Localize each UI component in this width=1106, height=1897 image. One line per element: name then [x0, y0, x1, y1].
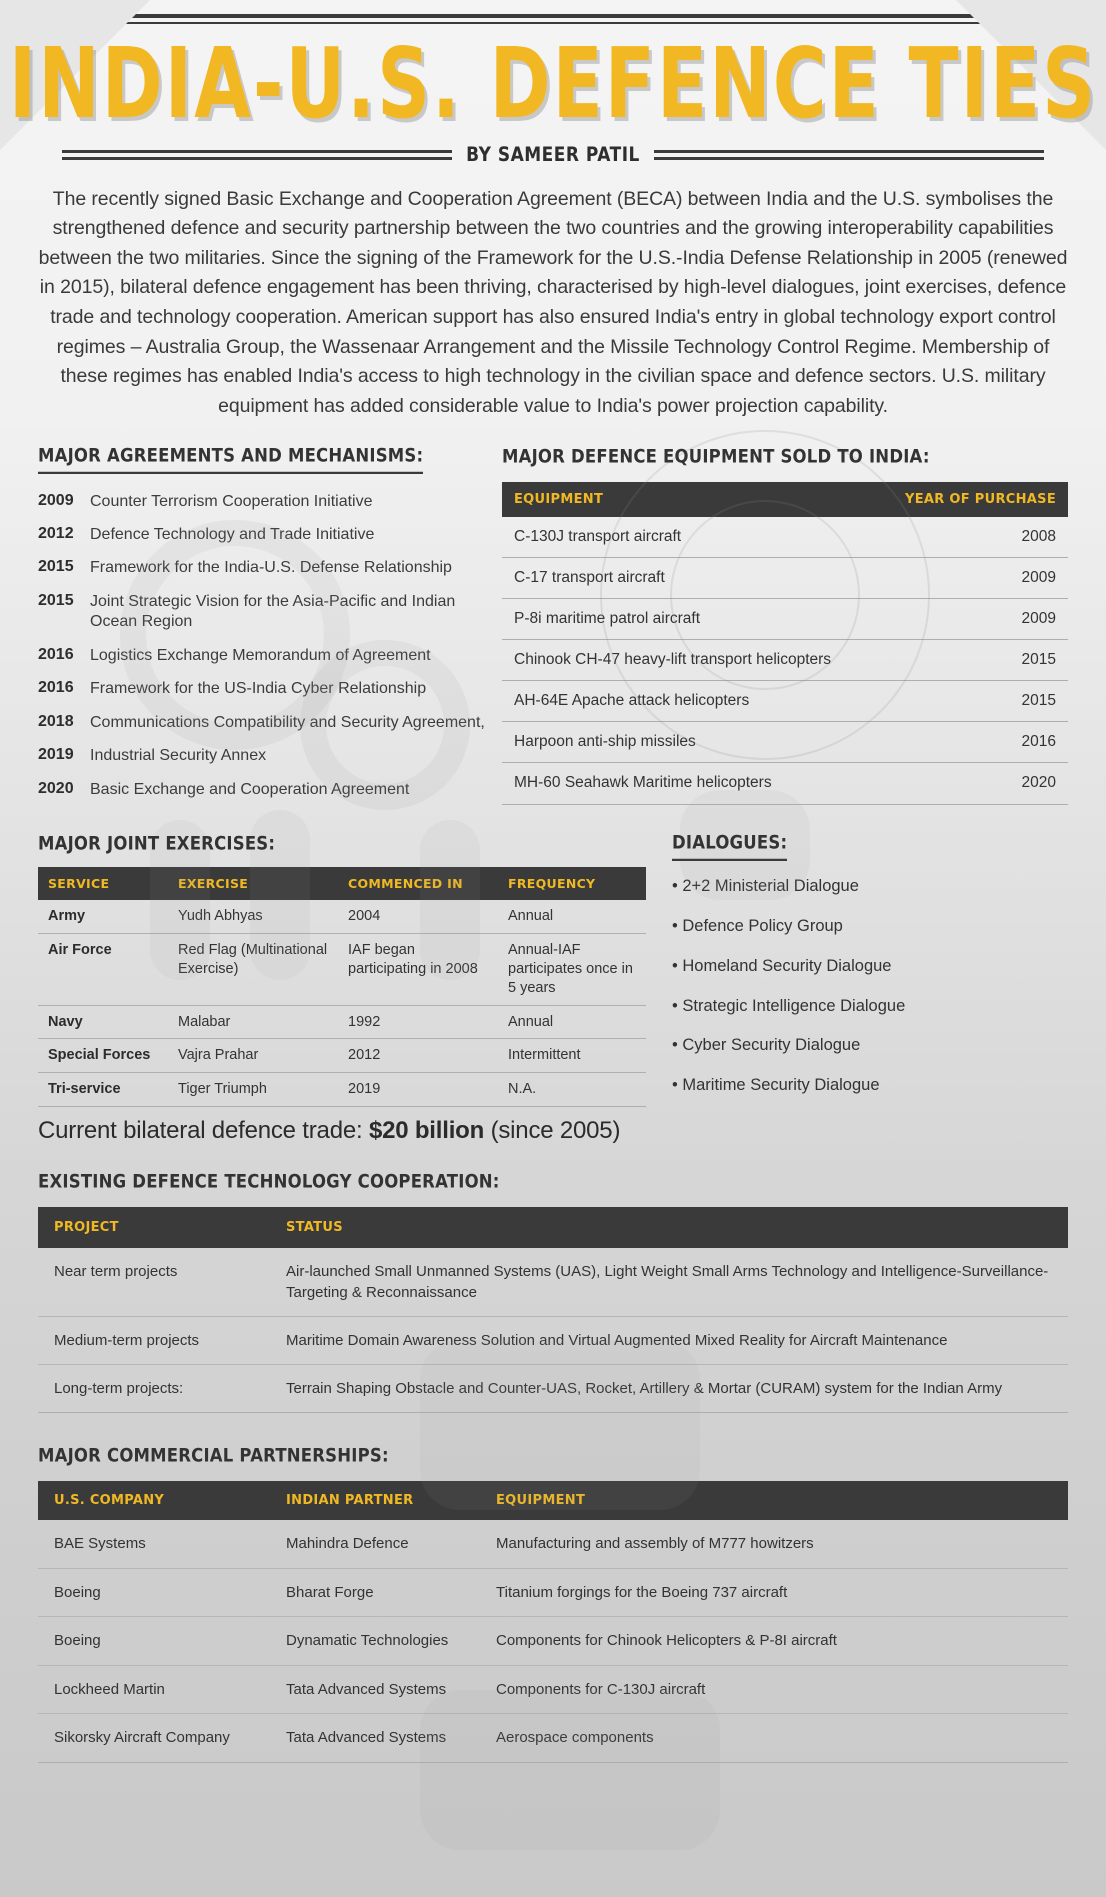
exercise-service: Navy	[38, 1005, 168, 1039]
partnership-company: Boeing	[38, 1568, 270, 1617]
exercise-frequency: Annual	[498, 1005, 646, 1039]
agreement-year: 2016	[38, 679, 74, 697]
table-row	[502, 517, 1068, 558]
two-column-region	[38, 444, 1068, 814]
partnership-partner: Tata Advanced Systems	[270, 1714, 480, 1763]
list-item	[38, 713, 488, 733]
table-header-row	[38, 867, 646, 900]
partnership-company: Sikorsky Aircraft Company	[38, 1714, 270, 1763]
list-item	[38, 780, 488, 800]
agreements-list	[38, 492, 488, 801]
table-row	[38, 1073, 646, 1107]
partnerships-heading: MAJOR COMMERCIAL PARTNERSHIPS:	[38, 1444, 389, 1467]
column-header-project: PROJECT	[38, 1207, 270, 1248]
technology-table-body	[38, 1248, 1068, 1413]
column-header-status: STATUS	[270, 1207, 1068, 1248]
list-item	[38, 492, 488, 512]
partnership-company: Boeing	[38, 1617, 270, 1666]
technology-heading: EXISTING DEFENCE TECHNOLOGY COOPERATION:	[38, 1170, 500, 1193]
partnership-equipment: Components for C-130J aircraft	[480, 1665, 1068, 1714]
trade-suffix: (since 2005)	[484, 1117, 621, 1145]
exercises-table-head	[38, 867, 646, 900]
equipment-heading: MAJOR DEFENCE EQUIPMENT SOLD TO INDIA:	[502, 445, 930, 467]
agreement-label: Industrial Security Annex	[90, 747, 267, 765]
technology-status: Air-launched Small Unmanned Systems (UAS), Light Weight Small Arms Technology and Intelligence-Surveillance-Targeting & Reconnaissance	[270, 1248, 1068, 1317]
technology-project: Long-term projects:	[38, 1365, 270, 1413]
exercise-exercise: Red Flag (Multinational Exercise)	[168, 934, 338, 1006]
table-row	[38, 1520, 1068, 1568]
partnership-equipment: Components for Chinook Helicopters & P-8I aircraft	[480, 1617, 1068, 1666]
table-row	[502, 681, 1068, 722]
agreement-year: 2009	[38, 491, 74, 509]
dialogue-item: • Strategic Intelligence Dialogue	[672, 996, 906, 1015]
list-item	[38, 558, 488, 578]
table-row	[502, 763, 1068, 804]
exercises-table	[38, 867, 646, 1107]
table-row	[38, 1617, 1068, 1666]
byline-rule-left	[62, 150, 452, 160]
trade-value: $20 billion	[368, 1117, 485, 1145]
technology-project: Near term projects	[38, 1248, 270, 1317]
agreement-label: Communications Compatibility and Security Agreement,	[90, 713, 485, 731]
exercise-commenced: 1992	[338, 1005, 498, 1039]
list-item	[38, 646, 488, 666]
table-row	[38, 1568, 1068, 1617]
agreement-year: 2016	[38, 645, 74, 663]
equipment-year: 2016	[876, 722, 1068, 763]
table-row	[38, 1665, 1068, 1714]
exercise-exercise: Tiger Triumph	[168, 1073, 338, 1107]
exercise-exercise: Malabar	[168, 1005, 338, 1039]
exercise-exercise: Yudh Abhyas	[168, 900, 338, 933]
agreement-year: 2012	[38, 525, 74, 543]
exercise-service: Special Forces	[38, 1039, 168, 1073]
intro-paragraph: The recently signed Basic Exchange and Cooperation Agreement (BECA) between India and the U.S. symbolises the strengthened defence and security partnership between the two countries and the growing interoperability capabilities between the two militaries. Since the signing of the Framework for the U.S.-India Defense Relationship in 2005 (renewed in 2015), bilateral defence engagement has been thriving, characterised by high-level dialogues, joint exercises, defence trade and technology cooperation. American support has also ensured India's entry in global technology export control regimes – Australia Group, the Wassenaar Arrangement and the Missile Technology Control Regime. Membership of these regimes has enabled India's access to high technology in the civilian space and defence sectors. U.S. military equipment has added considerable value to India's power projection capability.	[38, 187, 1068, 417]
partnerships-table-head	[38, 1481, 1068, 1520]
technology-status: Terrain Shaping Obstacle and Counter-UAS, Rocket, Artillery & Mortar (CURAM) system for the Indian Army	[270, 1365, 1068, 1413]
technology-section	[38, 1170, 1068, 1413]
technology-table-head	[38, 1207, 1068, 1248]
equipment-table	[502, 482, 1068, 805]
list-item	[38, 746, 488, 766]
dialogue-item: • Cyber Security Dialogue	[672, 1036, 861, 1055]
trade-prefix: Current bilateral defence trade:	[38, 1117, 369, 1145]
exercise-service: Air Force	[38, 934, 168, 1006]
equipment-name: C-17 transport aircraft	[502, 557, 876, 598]
exercises-region	[38, 832, 1068, 1145]
equipment-name: MH-60 Seahawk Maritime helicopters	[502, 763, 876, 804]
partnership-partner: Dynamatic Technologies	[270, 1617, 480, 1666]
technology-status: Maritime Domain Awareness Solution and Virtual Augmented Mixed Reality for Aircraft Maintenance	[270, 1317, 1068, 1365]
equipment-table-head	[502, 482, 1068, 517]
byline: BY SAMEER PATIL	[466, 143, 640, 167]
table-row	[38, 1714, 1068, 1763]
exercise-commenced: 2012	[338, 1039, 498, 1073]
table-row	[38, 1365, 1068, 1413]
exercise-service: Army	[38, 900, 168, 933]
equipment-year: 2020	[876, 763, 1068, 804]
agreement-year: 2020	[38, 779, 74, 797]
dialogue-item: • Defence Policy Group	[672, 917, 843, 936]
byline-rule-right	[654, 150, 1044, 160]
partnership-equipment: Manufacturing and assembly of M777 howitzers	[480, 1520, 1068, 1568]
partnership-equipment: Titanium forgings for the Boeing 737 aircraft	[480, 1568, 1068, 1617]
column-header-indian-partner: INDIAN PARTNER	[270, 1481, 480, 1520]
column-header-equipment: EQUIPMENT	[480, 1481, 1068, 1520]
table-row	[38, 900, 646, 933]
exercises-heading: MAJOR JOINT EXERCISES:	[38, 832, 276, 855]
agreement-year: 2019	[38, 746, 74, 764]
table-row	[38, 934, 646, 1006]
table-header-row	[38, 1481, 1068, 1520]
partnerships-table	[38, 1481, 1068, 1763]
column-header-commenced: COMMENCED IN	[338, 867, 498, 900]
equipment-name: P-8i maritime patrol aircraft	[502, 598, 876, 639]
equipment-year: 2008	[876, 517, 1068, 558]
exercise-frequency: Annual-IAF participates once in 5 years	[498, 934, 646, 1006]
agreement-label: Counter Terrorism Cooperation Initiative	[90, 492, 373, 510]
partnership-equipment: Aerospace components	[480, 1714, 1068, 1763]
partnership-company: BAE Systems	[38, 1520, 270, 1568]
column-header-equipment: EQUIPMENT	[502, 482, 876, 517]
agreement-label: Basic Exchange and Cooperation Agreement	[90, 780, 410, 798]
equipment-table-body	[502, 517, 1068, 804]
exercise-commenced: 2004	[338, 900, 498, 933]
column-header-service: SERVICE	[38, 867, 168, 900]
equipment-year: 2009	[876, 557, 1068, 598]
bilateral-trade-line	[38, 1117, 646, 1145]
list-item	[38, 679, 488, 699]
exercise-frequency: Intermittent	[498, 1039, 646, 1073]
table-row	[502, 722, 1068, 763]
partnership-partner: Mahindra Defence	[270, 1520, 480, 1568]
list-item	[38, 592, 488, 633]
table-row	[38, 1317, 1068, 1365]
exercise-exercise: Vajra Prahar	[168, 1039, 338, 1073]
partnerships-section	[38, 1444, 1068, 1763]
agreement-year: 2018	[38, 712, 74, 730]
table-row	[38, 1005, 646, 1039]
agreement-label: Framework for the US-India Cyber Relationship	[90, 680, 427, 698]
exercise-service: Tri-service	[38, 1073, 168, 1107]
agreement-label: Framework for the India-U.S. Defense Relationship	[90, 559, 452, 577]
table-row	[502, 557, 1068, 598]
table-row	[38, 1039, 646, 1073]
equipment-year: 2015	[876, 681, 1068, 722]
column-header-us-company: U.S. COMPANY	[38, 1481, 270, 1520]
equipment-name: C-130J transport aircraft	[502, 517, 876, 558]
equipment-name: AH-64E Apache attack helicopters	[502, 681, 876, 722]
partnership-partner: Bharat Forge	[270, 1568, 480, 1617]
table-row	[502, 639, 1068, 680]
agreement-year: 2015	[38, 591, 74, 609]
page-title: INDIA-U.S. DEFENCE TIES	[8, 26, 1098, 140]
table-header-row	[38, 1207, 1068, 1248]
dialogue-item: • Homeland Security Dialogue	[672, 956, 892, 975]
exercise-frequency: N.A.	[498, 1073, 646, 1107]
header-top-rules	[62, 14, 1044, 24]
technology-table	[38, 1207, 1068, 1413]
list-item	[38, 525, 488, 545]
agreements-column	[38, 444, 488, 814]
table-row	[502, 598, 1068, 639]
agreement-label: Defence Technology and Trade Initiative	[90, 526, 375, 544]
table-row	[38, 1248, 1068, 1317]
exercises-column	[38, 832, 646, 1145]
table-header-row	[502, 482, 1068, 517]
technology-project: Medium-term projects	[38, 1317, 270, 1365]
partnership-company: Lockheed Martin	[38, 1665, 270, 1714]
dialogue-item: • Maritime Security Dialogue	[672, 1076, 880, 1095]
agreement-label: Logistics Exchange Memorandum of Agreement	[90, 646, 431, 664]
exercise-commenced: 2019	[338, 1073, 498, 1107]
exercises-table-body	[38, 900, 646, 1106]
exercise-commenced: IAF began participating in 2008	[338, 934, 498, 1006]
agreement-year: 2015	[38, 558, 74, 576]
rule-thick-top	[62, 14, 1044, 18]
equipment-name: Harpoon anti-ship missiles	[502, 722, 876, 763]
dialogues-column	[664, 832, 1068, 1145]
equipment-year: 2009	[876, 598, 1068, 639]
column-header-frequency: FREQUENCY	[498, 867, 646, 900]
equipment-year: 2015	[876, 639, 1068, 680]
column-header-exercise: EXERCISE	[168, 867, 338, 900]
exercise-frequency: Annual	[498, 900, 646, 933]
byline-row	[62, 145, 1044, 165]
equipment-name: Chinook CH-47 heavy-lift transport helicopters	[502, 639, 876, 680]
agreements-heading: MAJOR AGREEMENTS AND MECHANISMS:	[38, 444, 423, 473]
dialogues-list	[672, 877, 1068, 1096]
agreement-label: Joint Strategic Vision for the Asia-Pacific and Indian Ocean Region	[90, 592, 456, 631]
rule-thin-top	[62, 22, 1044, 24]
equipment-column	[502, 445, 1068, 814]
dialogues-heading: DIALOGUES:	[672, 832, 787, 861]
column-header-year: YEAR OF PURCHASE	[876, 482, 1068, 517]
partnerships-table-body	[38, 1520, 1068, 1762]
dialogue-item: • 2+2 Ministerial Dialogue	[672, 877, 859, 896]
partnership-partner: Tata Advanced Systems	[270, 1665, 480, 1714]
